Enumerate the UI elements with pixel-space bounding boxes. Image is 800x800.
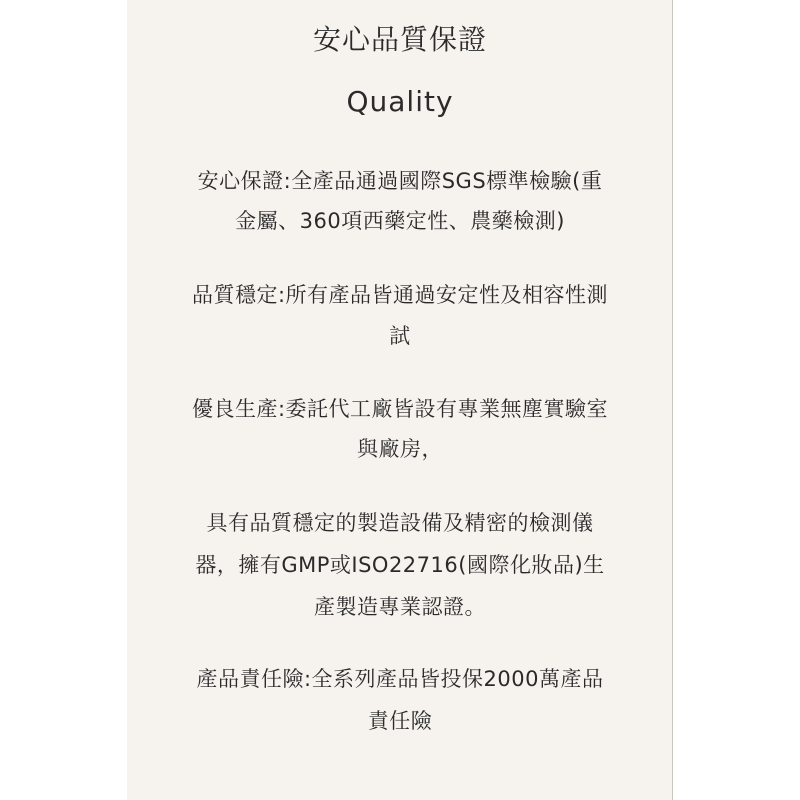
quality-panel <box>127 0 673 800</box>
quality-stability-line-1: 品質穩定:所有產品皆通過安定性及相容性測 <box>191 283 609 307</box>
equipment-line-2: 器，擁有GMP或ISO22716(國際化妝品)生 <box>195 553 605 577</box>
equipment-line-3: 產製造專業認證。 <box>314 595 486 619</box>
good-production-line-2: 與廠房， <box>357 437 443 461</box>
liability-insurance-line-1: 產品責任險:全系列產品皆投保2000萬產品 <box>196 667 604 691</box>
safety-guarantee-line-1: 安心保證:全產品通過國際SGS標準檢驗(重 <box>197 169 603 193</box>
page-subtitle: Quality <box>346 85 454 118</box>
liability-insurance-line-2: 責任險 <box>367 709 433 733</box>
safety-guarantee-line-2: 金屬、360項西藥定性、農藥檢測) <box>235 209 565 233</box>
page-title: 安心品質保證 <box>312 23 487 56</box>
quality-stability-line-2: 試 <box>389 324 411 348</box>
equipment-line-1: 具有品質穩定的製造設備及精密的檢測儀 <box>206 511 594 535</box>
good-production-line-1: 優良生產:委託代工廠皆設有專業無塵實驗室 <box>191 397 609 421</box>
